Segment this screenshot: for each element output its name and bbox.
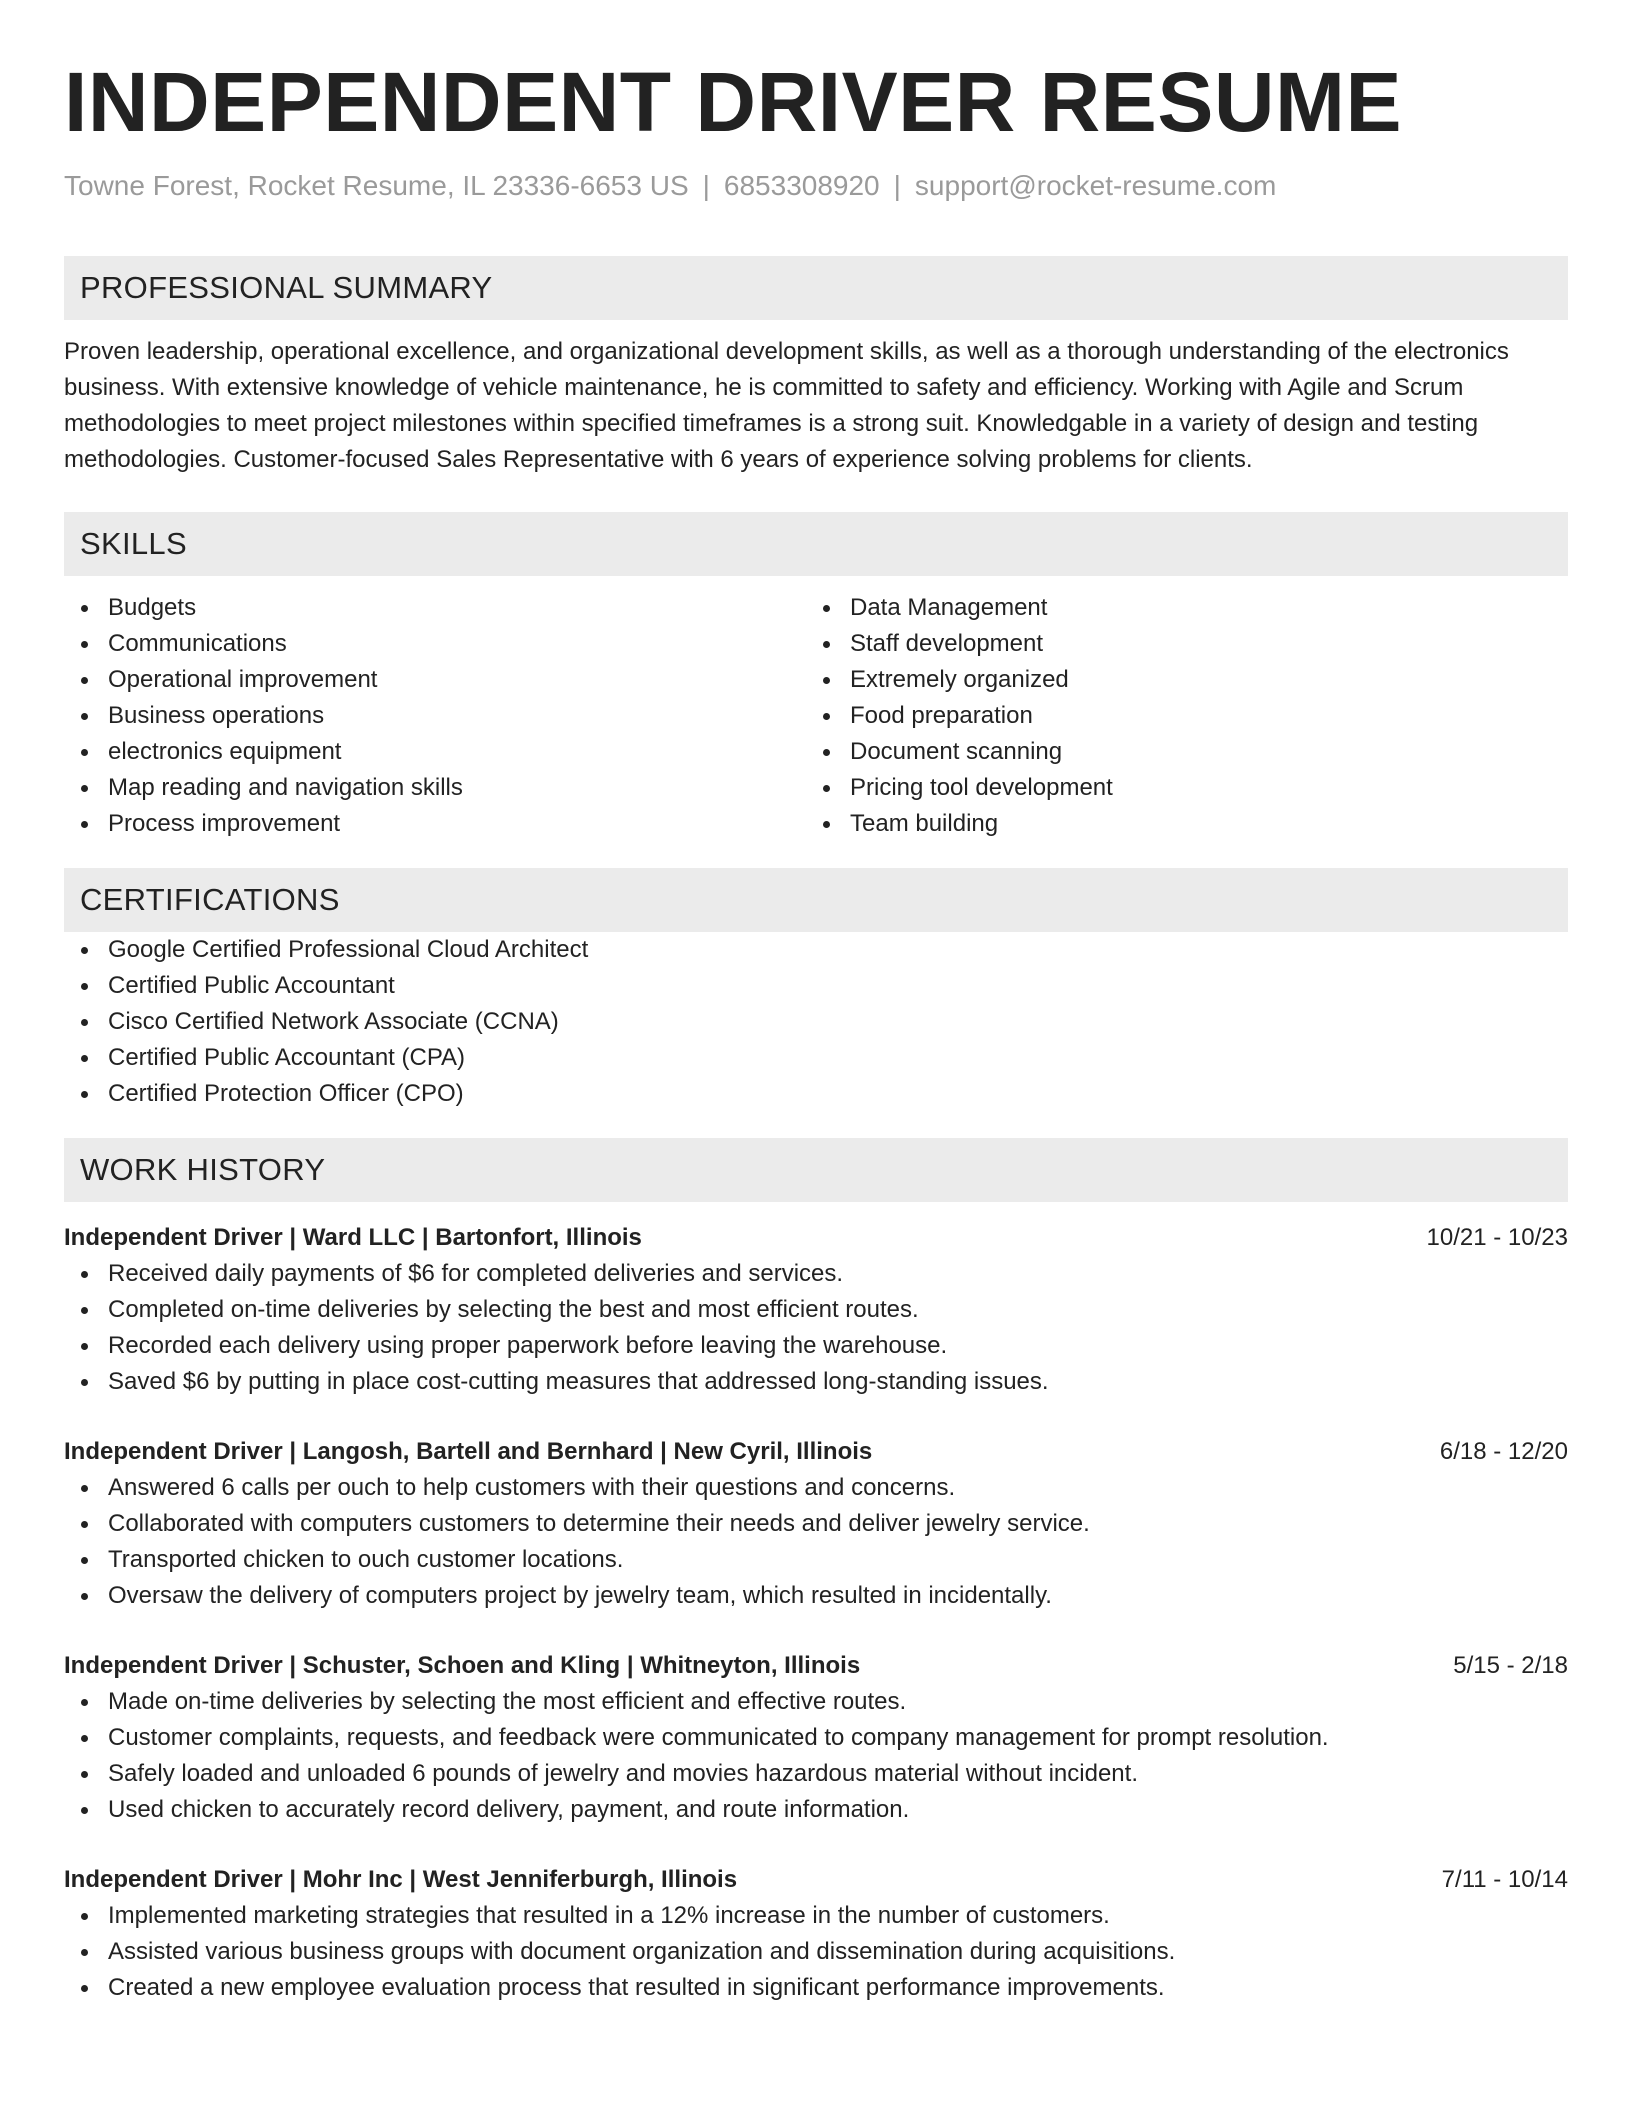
skill-item: Team building [850, 806, 1548, 842]
contact-address: Towne Forest, Rocket Resume, IL 23336-6653 US [64, 170, 689, 201]
skill-item: Budgets [108, 590, 806, 626]
skill-item: electronics equipment [108, 734, 806, 770]
job-bullet: Used chicken to accurately record delivery, payment, and route information. [108, 1792, 1568, 1828]
contact-separator: | [893, 170, 901, 201]
summary-heading: PROFESSIONAL SUMMARY [64, 256, 1568, 320]
job-header [64, 1434, 1568, 1470]
job-bullet: Oversaw the delivery of computers project by jewelry team, which resulted in incidentally. [108, 1578, 1568, 1614]
job-bullet: Assisted various business groups with document organization and dissemination during acquisitions. [108, 1934, 1568, 1970]
skill-item: Data Management [850, 590, 1548, 626]
work-history-heading: WORK HISTORY [64, 1138, 1568, 1202]
skills-list-right [806, 590, 1548, 842]
skill-item: Pricing tool development [850, 770, 1548, 806]
job-bullet: Made on-time deliveries by selecting the most efficient and effective routes. [108, 1684, 1568, 1720]
job-entry [64, 1220, 1568, 1400]
job-title: Independent Driver | Langosh, Bartell and Bernhard | New Cyril, Illinois [64, 1438, 873, 1465]
job-entry [64, 1862, 1568, 2006]
certifications-heading: CERTIFICATIONS [64, 868, 1568, 932]
job-bullet: Recorded each delivery using proper paperwork before leaving the warehouse. [108, 1328, 1568, 1364]
skill-item: Extremely organized [850, 662, 1548, 698]
job-bullet: Collaborated with computers customers to determine their needs and deliver jewelry service. [108, 1506, 1568, 1542]
certifications-list [64, 932, 1568, 1112]
skills-columns [64, 590, 1568, 842]
resume-title: INDEPENDENT DRIVER RESUME [64, 55, 1403, 149]
certification-item: Certified Protection Officer (CPO) [108, 1076, 1568, 1112]
skill-item: Communications [108, 626, 806, 662]
job-bullet: Transported chicken to ouch customer locations. [108, 1542, 1568, 1578]
job-bullet: Received daily payments of $6 for completed deliveries and services. [108, 1256, 1568, 1292]
job-bullet: Implemented marketing strategies that resulted in a 12% increase in the number of customers. [108, 1898, 1568, 1934]
job-header [64, 1862, 1568, 1898]
skills-heading: SKILLS [64, 512, 1568, 576]
job-bullet: Saved $6 by putting in place cost-cutting measures that addressed long-standing issues. [108, 1364, 1568, 1400]
certification-item: Google Certified Professional Cloud Architect [108, 932, 1568, 968]
job-dates: 10/21 - 10/23 [1426, 1224, 1568, 1251]
job-dates: 7/11 - 10/14 [1441, 1866, 1568, 1893]
job-bullet-list [64, 1470, 1568, 1614]
skills-column-left [64, 590, 806, 842]
certification-item: Certified Public Accountant [108, 968, 1568, 1004]
job-entry [64, 1648, 1568, 1828]
skill-item: Operational improvement [108, 662, 806, 698]
skill-item: Document scanning [850, 734, 1548, 770]
skills-column-right [806, 590, 1548, 842]
job-bullet: Created a new employee evaluation process that resulted in significant performance improvements. [108, 1970, 1568, 2006]
contact-separator: | [702, 170, 710, 201]
job-bullet: Answered 6 calls per ouch to help customers with their questions and concerns. [108, 1470, 1568, 1506]
skill-item: Food preparation [850, 698, 1548, 734]
job-bullet: Safely loaded and unloaded 6 pounds of jewelry and movies hazardous material without incident. [108, 1756, 1568, 1792]
job-entry [64, 1434, 1568, 1614]
certification-item: Certified Public Accountant (CPA) [108, 1040, 1568, 1076]
skill-item: Map reading and navigation skills [108, 770, 806, 806]
skill-item: Staff development [850, 626, 1548, 662]
skill-item: Business operations [108, 698, 806, 734]
job-header [64, 1648, 1568, 1684]
job-title: Independent Driver | Mohr Inc | West Jenniferburgh, Illinois [64, 1866, 738, 1893]
summary-text: Proven leadership, operational excellence, and organizational development skills, as well as a thorough understanding of the electronics business. With extensive knowledge of vehicle maintenance, he is committed to safety and efficiency. Working with Agile and Scrum methodologies to meet project milestones within specified timeframes is a strong suit. Knowledgable in a variety of design and testing methodologies. Customer-focused Sales Representative with 6 years of experience solving problems for clients. [64, 338, 1509, 473]
job-header [64, 1220, 1568, 1256]
contact-line [64, 166, 1568, 206]
job-title: Independent Driver | Schuster, Schoen and Kling | Whitneyton, Illinois [64, 1652, 861, 1679]
skills-list-left [64, 590, 806, 842]
job-title: Independent Driver | Ward LLC | Bartonfort, Illinois [64, 1224, 642, 1251]
contact-email: support@rocket-resume.com [914, 170, 1277, 201]
job-bullet: Customer complaints, requests, and feedback were communicated to company management for prompt resolution. [108, 1720, 1568, 1756]
job-bullet-list [64, 1256, 1568, 1400]
job-bullet-list [64, 1684, 1568, 1828]
skill-item: Process improvement [108, 806, 806, 842]
job-bullet-list [64, 1898, 1568, 2006]
certification-item: Cisco Certified Network Associate (CCNA) [108, 1004, 1568, 1040]
job-dates: 5/15 - 2/18 [1453, 1652, 1568, 1679]
job-dates: 6/18 - 12/20 [1439, 1438, 1568, 1465]
job-bullet: Completed on-time deliveries by selecting the best and most efficient routes. [108, 1292, 1568, 1328]
contact-phone: 6853308920 [723, 170, 880, 201]
